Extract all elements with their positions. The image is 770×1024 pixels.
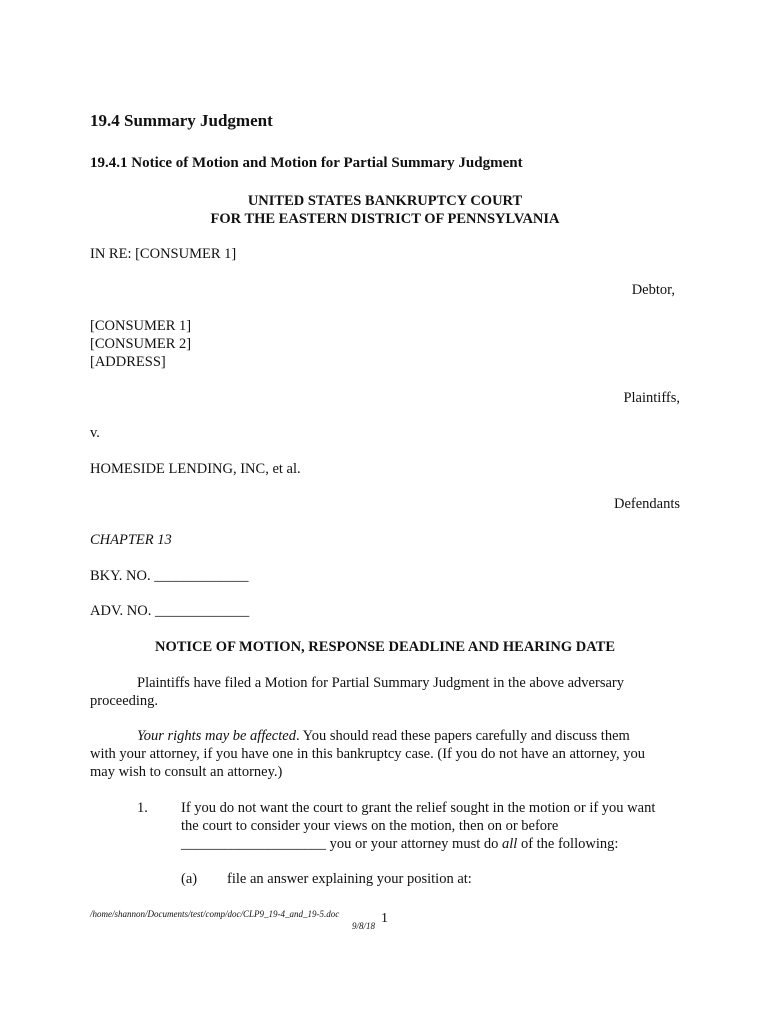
sub-item-a-label: (a) xyxy=(181,871,198,887)
party-line-3: [ADDRESS] xyxy=(90,354,166,370)
defendant-name: HOMESIDE LENDING, INC, et al. xyxy=(90,461,301,477)
paragraph-1-line-1: Plaintiffs have filed a Motion for Partial Summary Judgment in the above adversary xyxy=(137,675,624,691)
bky-number: BKY. NO. _____________ xyxy=(90,568,249,584)
party-line-2: [CONSUMER 2] xyxy=(90,336,192,352)
rights-affected-emphasis: Your rights may be affected xyxy=(137,728,296,744)
item-1-number: 1. xyxy=(137,800,148,816)
sub-item-a-text: file an answer explaining your position at: xyxy=(227,871,472,887)
adv-number: ADV. NO. _____________ xyxy=(90,603,250,619)
item-1-line-1: If you do not want the court to grant the relief sought in the motion or if you want xyxy=(181,800,656,816)
plaintiffs-label: Plaintiffs, xyxy=(623,390,680,406)
paragraph-2-line-1 xyxy=(137,727,630,745)
item-1-line-3-post: of the following: xyxy=(517,836,619,852)
paragraph-2-line-3: may wish to consult an attorney.) xyxy=(90,764,283,780)
section-heading: 19.4 Summary Judgment xyxy=(90,111,273,130)
footer-file-path: /home/shannon/Documents/test/comp/doc/CLP9_19-4_and_19-5.doc xyxy=(90,909,340,919)
in-re-line: IN RE: [CONSUMER 1] xyxy=(90,246,237,262)
item-1-line-3 xyxy=(181,835,618,853)
court-name-line1: UNITED STATES BANKRUPTCY COURT xyxy=(247,193,523,209)
court-name-line2: FOR THE EASTERN DISTRICT OF PENNSYLVANIA xyxy=(210,211,560,227)
paragraph-2-line-1-rest: . You should read these papers carefully and discuss them xyxy=(295,728,630,744)
page-number: 1 xyxy=(381,911,388,926)
footer-date: 9/8/18 xyxy=(351,921,375,931)
party-line-1: [CONSUMER 1] xyxy=(90,318,192,334)
item-1-line-2: the court to consider your views on the motion, then on or before xyxy=(181,818,559,834)
debtor-label: Debtor, xyxy=(631,282,675,298)
versus-label: v. xyxy=(90,425,100,441)
chapter-label: CHAPTER 13 xyxy=(90,532,172,548)
section-subheading: 19.4.1 Notice of Motion and Motion for Partial Summary Judgment xyxy=(90,155,523,171)
item-1-line-3-pre: ____________________ you or your attorney must do xyxy=(181,836,502,852)
all-emphasis: all xyxy=(502,836,518,852)
defendants-label: Defendants xyxy=(613,496,680,512)
paragraph-2-line-2: with your attorney, if you have one in this bankruptcy case. (If you do not have an attorney, you xyxy=(90,746,646,762)
paragraph-1-line-2: proceeding. xyxy=(90,693,159,709)
notice-title: NOTICE OF MOTION, RESPONSE DEADLINE AND HEARING DATE xyxy=(154,639,616,655)
